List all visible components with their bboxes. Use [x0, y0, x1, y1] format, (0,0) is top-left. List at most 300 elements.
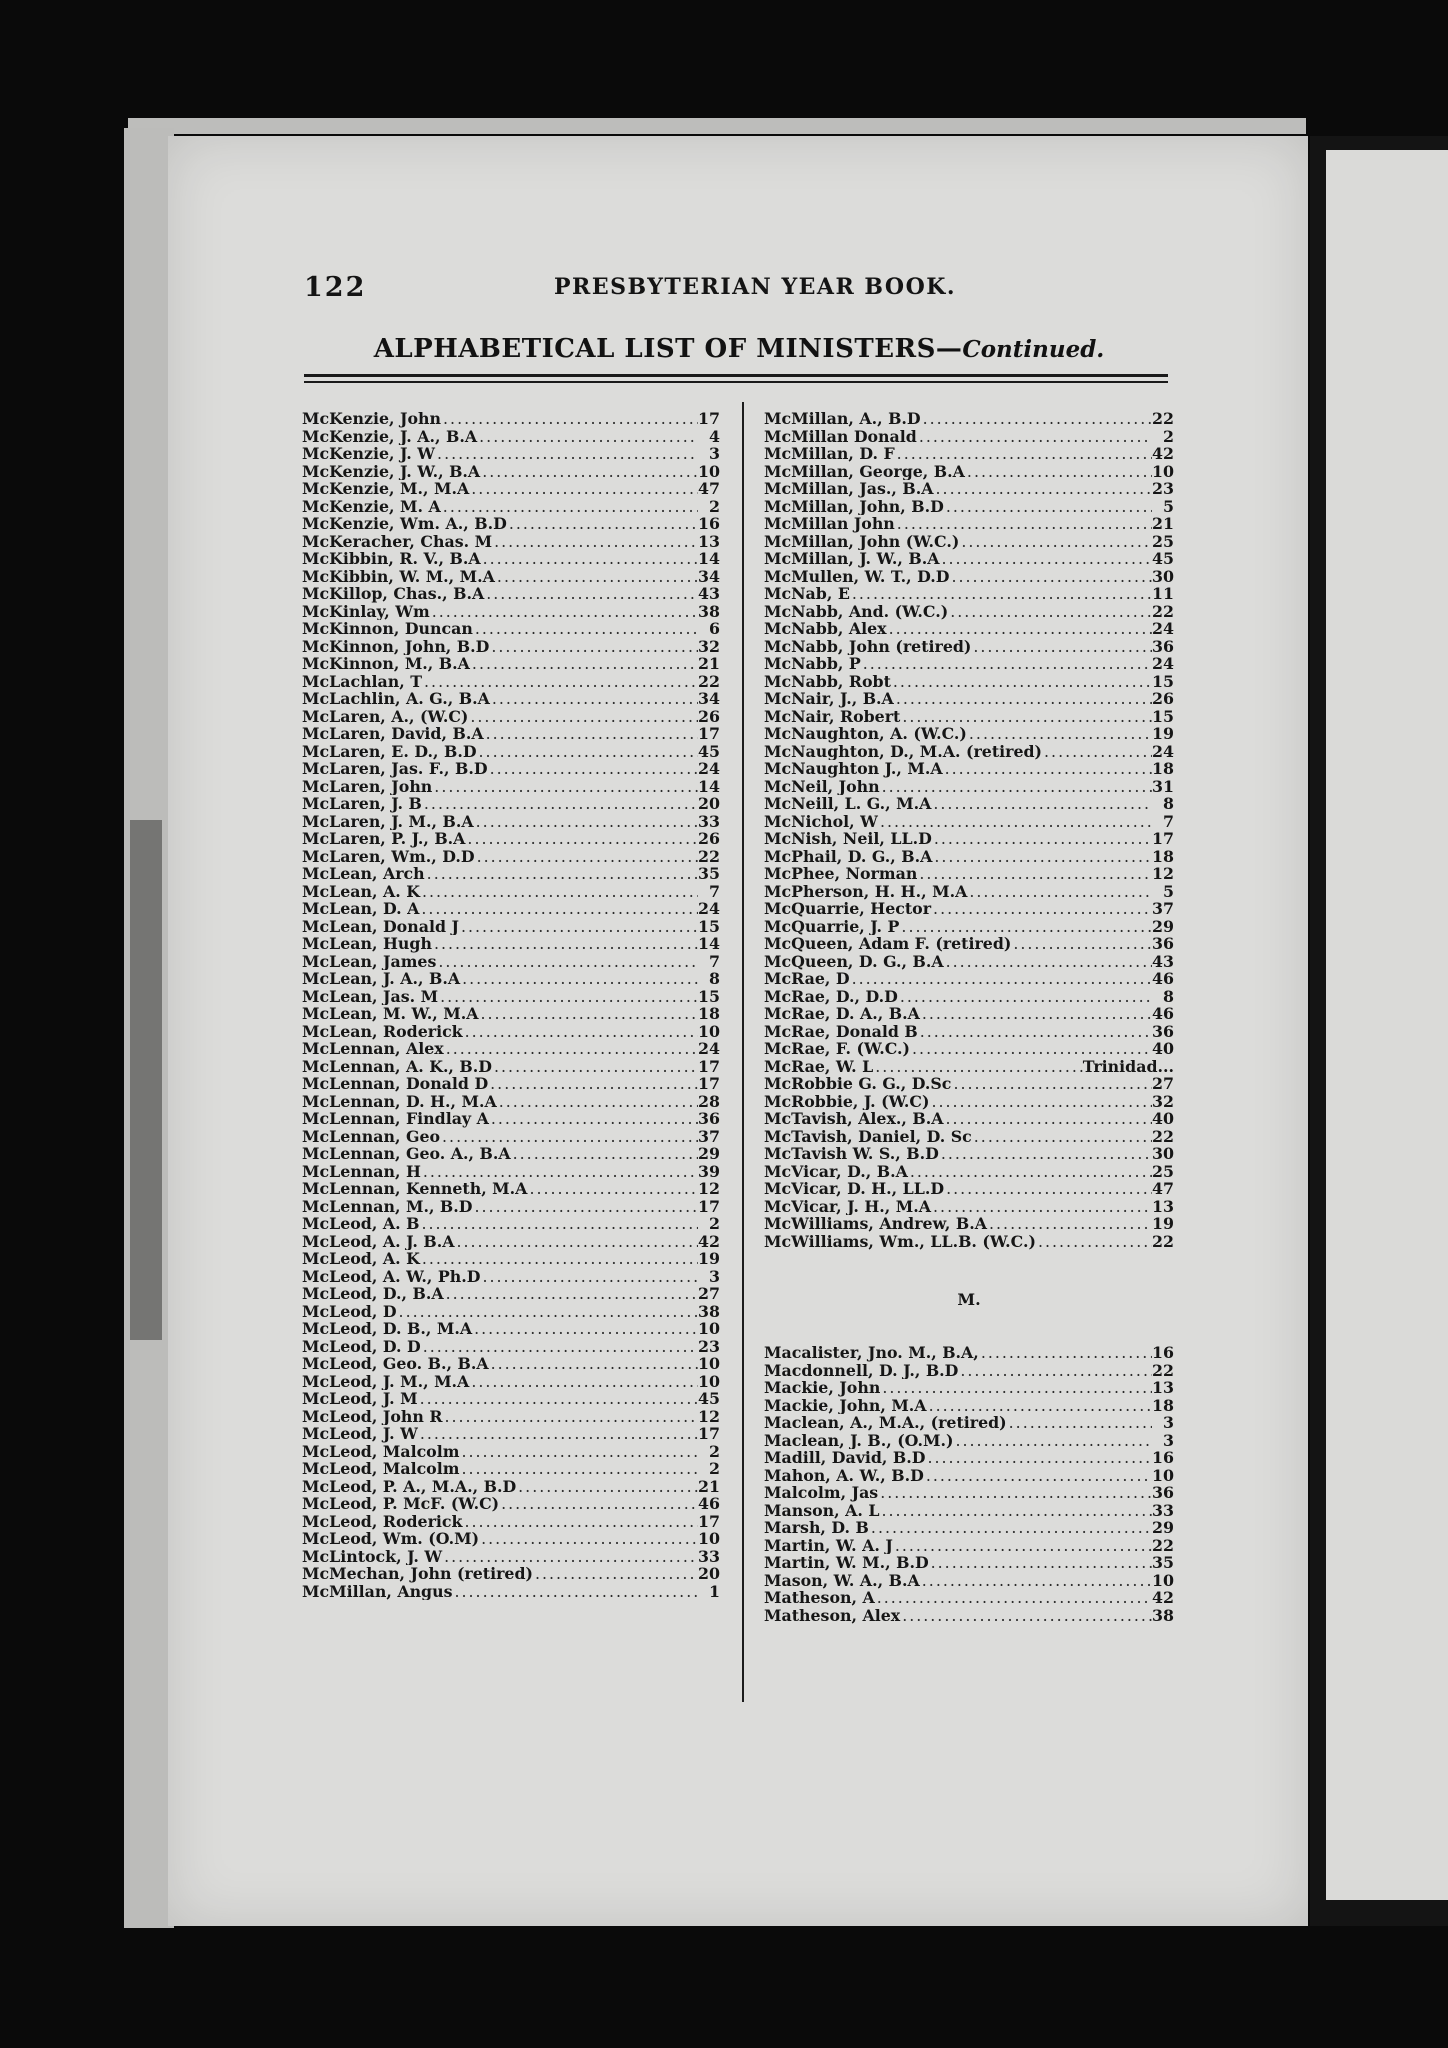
minister-name: McLeod, A. W., Ph.D [302, 1267, 481, 1285]
dot-leader [499, 1495, 698, 1513]
page-reference: Trinidad... [1082, 1057, 1174, 1075]
minister-name: McNab, E [764, 585, 850, 603]
page-reference: 43 [698, 585, 720, 603]
list-item [764, 1344, 1174, 1362]
minister-name: McLeod, A. K [302, 1250, 420, 1268]
page-reference: 36 [1152, 637, 1174, 655]
dot-leader [516, 1478, 698, 1496]
dot-leader [887, 620, 1152, 638]
dot-leader [489, 1110, 698, 1128]
minister-name: Matheson, A [764, 1589, 875, 1607]
page-reference: 19 [1152, 1215, 1174, 1233]
dot-leader [894, 690, 1152, 708]
list-item [764, 918, 1174, 936]
minister-name: McMillan, Jas., B.A [764, 480, 934, 498]
list-item [302, 463, 720, 481]
page-reference: 24 [1152, 742, 1174, 760]
minister-name: Martin, W. A. J [764, 1536, 893, 1554]
page-reference: 47 [698, 480, 720, 498]
dot-leader [939, 550, 1152, 568]
dot-leader [463, 1023, 698, 1041]
list-item [764, 1215, 1174, 1233]
page-reference: 19 [698, 1250, 720, 1268]
minister-name: McRobbie G. G., D.Sc [764, 1075, 952, 1093]
dot-leader [899, 918, 1152, 936]
page-reference: 33 [1152, 1501, 1174, 1519]
running-head: PRESBYTERIAN YEAR BOOK. [554, 274, 957, 300]
dot-leader [507, 515, 698, 533]
list-item [764, 1607, 1174, 1625]
page-reference: 21 [1152, 515, 1174, 533]
minister-name: McLeod, A. B [302, 1215, 420, 1233]
list-item [302, 638, 720, 656]
minister-name: McKinnon, John, B.D [302, 637, 490, 655]
list-item [764, 1449, 1174, 1467]
page-reference: 15 [698, 987, 720, 1005]
right-column-m-list [764, 1344, 1174, 1624]
page-reference: 26 [698, 830, 720, 848]
list-item [764, 760, 1174, 778]
minister-name: McLachlan, T [302, 672, 423, 690]
minister-name: McLaren, P. J., B.A [302, 830, 466, 848]
dot-leader [1042, 743, 1152, 761]
minister-name: McLeod, Geo. B., B.A [302, 1355, 489, 1373]
list-item [764, 515, 1174, 533]
page-reference: 36 [1152, 935, 1174, 953]
dot-leader [898, 988, 1152, 1006]
dot-leader [421, 1163, 698, 1181]
dot-leader [924, 1467, 1152, 1485]
minister-name: McKenzie, J. W., B.A [302, 462, 481, 480]
page-reference: 6 [709, 620, 720, 638]
list-item [302, 585, 720, 603]
page-reference: 7 [709, 952, 720, 970]
right-column-mc-list [764, 410, 1174, 1250]
minister-name: McKeracher, Chas. M [302, 532, 493, 550]
page-reference: 3 [709, 1267, 720, 1285]
list-item [764, 1145, 1174, 1163]
dot-leader [934, 480, 1152, 498]
page-reference: 37 [1152, 900, 1174, 918]
minister-name: McMillan, Angus [302, 1582, 453, 1600]
dot-leader [908, 1163, 1152, 1181]
page-reference: 35 [698, 865, 720, 883]
page-reference: 30 [1152, 567, 1174, 585]
list-item [764, 830, 1174, 848]
minister-name: McLennan, Kenneth, M.A [302, 1180, 528, 1198]
list-item [764, 1589, 1174, 1607]
page-reference: 25 [1152, 1162, 1174, 1180]
dot-leader [480, 1268, 698, 1286]
dot-leader [419, 1215, 698, 1233]
page-reference: 17 [698, 1057, 720, 1075]
dot-leader [931, 795, 1152, 813]
minister-name: McTavish, Daniel, D. Sc [764, 1127, 972, 1145]
list-item [302, 865, 720, 883]
minister-name: McNabb, John (retired) [764, 637, 972, 655]
minister-name: McLennan, Alex [302, 1040, 444, 1058]
page-reference: 42 [1152, 445, 1174, 463]
page-reference: 10 [1152, 462, 1174, 480]
dot-leader [943, 760, 1152, 778]
page-reference: 29 [698, 1145, 720, 1163]
list-item [302, 673, 720, 691]
list-item [302, 988, 720, 1006]
dot-leader [475, 848, 698, 866]
page-reference: 28 [698, 1092, 720, 1110]
minister-name: McLennan, D. H., M.A [302, 1092, 497, 1110]
page-reference: 1 [709, 1582, 720, 1600]
page-number: 122 [304, 272, 367, 303]
dot-leader [900, 708, 1152, 726]
dot-leader [959, 533, 1152, 551]
minister-name: Mason, W. A., B.A [764, 1571, 920, 1589]
minister-name: McPhee, Norman [764, 865, 918, 883]
minister-name: McKenzie, John [302, 410, 442, 428]
minister-name: McRae, D., D.D [764, 987, 898, 1005]
list-item [302, 725, 720, 743]
dot-leader [861, 655, 1152, 673]
minister-name: Mackie, John, M.A [764, 1396, 927, 1414]
page-reference: 18 [698, 1005, 720, 1023]
list-item [764, 953, 1174, 971]
page-reference: 40 [1152, 1110, 1174, 1128]
minister-name: McNish, Neil, LL.D [764, 830, 932, 848]
dot-leader [497, 1093, 698, 1111]
list-item [764, 480, 1174, 498]
minister-name: McKinnon, M., B.A [302, 655, 470, 673]
title-rule-bottom [304, 381, 1168, 383]
dot-leader [944, 953, 1152, 971]
list-item [302, 1513, 720, 1531]
list-item [302, 1145, 720, 1163]
list-item [764, 1040, 1174, 1058]
minister-name: McRae, Donald B [764, 1022, 918, 1040]
list-item [764, 1519, 1174, 1537]
page-reference: 18 [1152, 760, 1174, 778]
list-item [764, 848, 1174, 866]
minister-name: McMillan, John, B.D [764, 497, 944, 515]
minister-name: McKibbin, R. V., B.A [302, 550, 481, 568]
page-reference: 10 [1152, 1571, 1174, 1589]
list-item [302, 1355, 720, 1373]
page-reference: 12 [698, 1407, 720, 1425]
dot-leader [878, 1484, 1152, 1502]
page-reference: 7 [1163, 812, 1174, 830]
minister-name: McKinlay, Wm [302, 602, 430, 620]
minister-name: McMillan, J. W., B.A [764, 550, 940, 568]
minister-name: Martin, W. M., B.D [764, 1554, 929, 1572]
page-reference: 21 [698, 1477, 720, 1495]
page-reference: 3 [709, 445, 720, 463]
list-item [764, 1379, 1174, 1397]
list-item [302, 1180, 720, 1198]
minister-name: McLennan, Findlay A [302, 1110, 489, 1128]
dot-leader [918, 1023, 1152, 1041]
page-reference: 20 [698, 1565, 720, 1583]
list-item [302, 848, 720, 866]
dot-leader [452, 1583, 698, 1601]
list-item [302, 1478, 720, 1496]
dot-leader [473, 620, 698, 638]
dot-leader [971, 638, 1152, 656]
dot-leader [438, 988, 698, 1006]
minister-name: McQueen, Adam F. (retired) [764, 935, 1012, 953]
facing-page-sheet [1326, 150, 1448, 1900]
minister-name: Macdonnell, D. J., B.D [764, 1361, 959, 1379]
dot-leader [949, 568, 1152, 586]
minister-name: McMillan John [764, 515, 895, 533]
minister-name: Madill, David, B.D [764, 1449, 926, 1467]
page-reference: 5 [1163, 882, 1174, 900]
dot-leader [944, 1180, 1152, 1198]
list-item [302, 1373, 720, 1391]
dot-leader [910, 1040, 1152, 1058]
page-reference: 20 [698, 795, 720, 813]
minister-name: McLeod, D. B., M.A [302, 1320, 473, 1338]
page-reference: 35 [1152, 1554, 1174, 1572]
dot-leader [489, 638, 698, 656]
dot-leader [460, 970, 698, 988]
dot-leader [921, 410, 1152, 428]
page-reference: 46 [698, 1495, 720, 1513]
minister-name: McLaren, J. B [302, 795, 422, 813]
minister-name: McVicar, D., B.A [764, 1162, 908, 1180]
page-reference: 14 [698, 935, 720, 953]
dot-leader [492, 533, 698, 551]
minister-name: McWilliams, Andrew, B.A [764, 1215, 987, 1233]
minister-name: McMechan, John (retired) [302, 1565, 533, 1583]
minister-name: McTavish, Alex., B.A [764, 1110, 944, 1128]
dot-leader [878, 813, 1152, 831]
minister-name: McQuarrie, Hector [764, 900, 932, 918]
page-reference: 14 [698, 550, 720, 568]
page-reference: 45 [1152, 550, 1174, 568]
list-item [302, 428, 720, 446]
minister-name: McLaren, John [302, 777, 433, 795]
minister-name: McLaren, Jas. F., B.D [302, 760, 488, 778]
list-item [764, 1554, 1174, 1572]
page-reference: 33 [698, 812, 720, 830]
minister-name: McLeod, John R [302, 1407, 443, 1425]
list-item [764, 778, 1174, 796]
list-item [764, 1484, 1174, 1502]
dot-leader [489, 1355, 698, 1373]
minister-name: McMillan, John (W.C.) [764, 532, 960, 550]
dot-leader [850, 970, 1152, 988]
list-item [302, 970, 720, 988]
list-item [764, 1110, 1174, 1128]
dot-leader [527, 1180, 698, 1198]
list-item [764, 673, 1174, 691]
minister-name: McLean, D. A [302, 900, 420, 918]
minister-name: McNabb, Alex [764, 620, 887, 638]
section-title [304, 334, 1174, 364]
dot-leader [477, 743, 698, 761]
list-item [302, 1303, 720, 1321]
minister-name: McLean, M. W., M.A [302, 1005, 479, 1023]
page-reference: 12 [698, 1180, 720, 1198]
binding-spine-mark [130, 820, 162, 1340]
list-item [302, 1005, 720, 1023]
minister-name: McRae, F. (W.C.) [764, 1040, 911, 1058]
list-item [302, 1443, 720, 1461]
page-reference: 2 [1163, 427, 1174, 445]
minister-name: McLaren, A., (W.C) [302, 707, 469, 725]
minister-name: McLaren, David, B.A [302, 725, 484, 743]
page-reference: 29 [1152, 917, 1174, 935]
list-item [302, 655, 720, 673]
page-reference: 22 [698, 847, 720, 865]
list-item [764, 690, 1174, 708]
dot-leader [492, 1058, 698, 1076]
page-reference: 26 [698, 707, 720, 725]
minister-name: Mahon, A. W., B.D [764, 1466, 924, 1484]
page-reference: 12 [1152, 865, 1174, 883]
left-column [302, 410, 720, 1600]
minister-name: McLennan, Donald D [302, 1075, 489, 1093]
page-reference: 8 [1163, 987, 1174, 1005]
dot-leader [948, 603, 1152, 621]
list-item [302, 900, 720, 918]
minister-name: McMillan, George, B.A [764, 462, 965, 480]
page-reference: 15 [1152, 672, 1174, 690]
list-item [302, 1163, 720, 1181]
list-item [764, 498, 1174, 516]
minister-name: McLeod, Roderick [302, 1512, 463, 1530]
page-reference: 2 [709, 1215, 720, 1233]
list-item [302, 1390, 720, 1408]
dot-leader [479, 1005, 699, 1023]
dot-leader [967, 883, 1152, 901]
page-reference: 24 [698, 900, 720, 918]
dot-leader [929, 1554, 1152, 1572]
minister-name: McMillan, A., B.D [764, 410, 921, 428]
dot-leader [931, 1198, 1152, 1216]
minister-name: McKillop, Chas., B.A [302, 585, 485, 603]
page-reference: 32 [698, 637, 720, 655]
list-item [302, 1565, 720, 1583]
list-item [302, 1233, 720, 1251]
page-reference: 24 [1152, 620, 1174, 638]
page-reference: 4 [709, 427, 720, 445]
list-item [764, 1093, 1174, 1111]
minister-name: McLean, Roderick [302, 1022, 463, 1040]
list-item [302, 515, 720, 533]
page-reference: 16 [1152, 1449, 1174, 1467]
page-reference: 39 [698, 1162, 720, 1180]
dot-leader [979, 1344, 1152, 1362]
minister-name: McLennan, A. K., B.D [302, 1057, 492, 1075]
list-item [764, 1233, 1174, 1251]
dot-leader [895, 515, 1152, 533]
dot-leader [441, 410, 698, 428]
minister-name: Malcolm, Jas [764, 1484, 879, 1502]
page-reference: 8 [709, 970, 720, 988]
dot-leader [425, 865, 698, 883]
minister-name: McLeod, D [302, 1302, 397, 1320]
dot-leader [920, 1572, 1152, 1590]
minister-name: McQueen, D. G., B.A [764, 952, 944, 970]
list-item [302, 410, 720, 428]
minister-name: McKenzie, J. A., B.A [302, 427, 478, 445]
list-item [302, 690, 720, 708]
list-item [302, 1023, 720, 1041]
page-reference: 36 [1152, 1484, 1174, 1502]
page-reference: 11 [1152, 585, 1174, 603]
list-item [302, 1093, 720, 1111]
minister-name: McRae, D [764, 970, 850, 988]
list-item [764, 1467, 1174, 1485]
page-reference: 32 [1152, 1092, 1174, 1110]
page-reference: 13 [1152, 1197, 1174, 1215]
minister-name: Maclean, A., M.A., (retired) [764, 1414, 1007, 1432]
minister-name: McPherson, H. H., M.A [764, 882, 968, 900]
dot-leader [850, 585, 1152, 603]
minister-name: McVicar, J. H., M.A [764, 1197, 932, 1215]
list-item [764, 655, 1174, 673]
list-item [764, 1163, 1174, 1181]
page-reference: 17 [698, 1197, 720, 1215]
page-reference: 16 [1152, 1344, 1174, 1362]
dot-leader [879, 1502, 1152, 1520]
dot-leader [459, 1443, 698, 1461]
list-item [302, 813, 720, 831]
list-item [302, 1425, 720, 1443]
page-reference: 22 [1152, 1536, 1174, 1554]
minister-name: McNabb, Robt [764, 672, 891, 690]
list-item [302, 1530, 720, 1548]
list-item [302, 498, 720, 516]
dot-leader [463, 1513, 699, 1531]
section-title-continued: Continued. [962, 336, 1105, 363]
minister-name: McLean, Jas. M [302, 987, 439, 1005]
page-reference: 45 [698, 1390, 720, 1408]
dot-leader [951, 1075, 1152, 1093]
minister-name: McLennan, Geo [302, 1127, 441, 1145]
page-reference: 46 [1152, 970, 1174, 988]
page-reference: 22 [1152, 1127, 1174, 1145]
minister-name: McRobbie, J. (W.C) [764, 1092, 930, 1110]
page-reference: 42 [1152, 1589, 1174, 1607]
page-reference: 10 [698, 462, 720, 480]
dot-leader [880, 1379, 1152, 1397]
minister-name: McLean, A. K [302, 882, 420, 900]
list-item [302, 1338, 720, 1356]
list-item [764, 1502, 1174, 1520]
dot-leader [454, 1233, 698, 1251]
list-item [764, 1180, 1174, 1198]
list-item [764, 1128, 1174, 1146]
dot-leader [875, 1589, 1152, 1607]
list-item [764, 743, 1174, 761]
list-item [764, 533, 1174, 551]
dot-leader [893, 1537, 1152, 1555]
list-item [302, 1460, 720, 1478]
dot-leader [465, 830, 698, 848]
dot-leader [917, 428, 1152, 446]
dot-leader [418, 1425, 698, 1443]
list-item [764, 428, 1174, 446]
minister-name: McLennan, M., B.D [302, 1197, 473, 1215]
dot-leader [436, 953, 698, 971]
dot-leader [479, 1530, 698, 1548]
page-reference: 31 [1152, 777, 1174, 795]
page-reference: 38 [698, 1302, 720, 1320]
page-reference: 40 [1152, 1040, 1174, 1058]
list-item [302, 918, 720, 936]
minister-name: Mackie, John [764, 1379, 881, 1397]
